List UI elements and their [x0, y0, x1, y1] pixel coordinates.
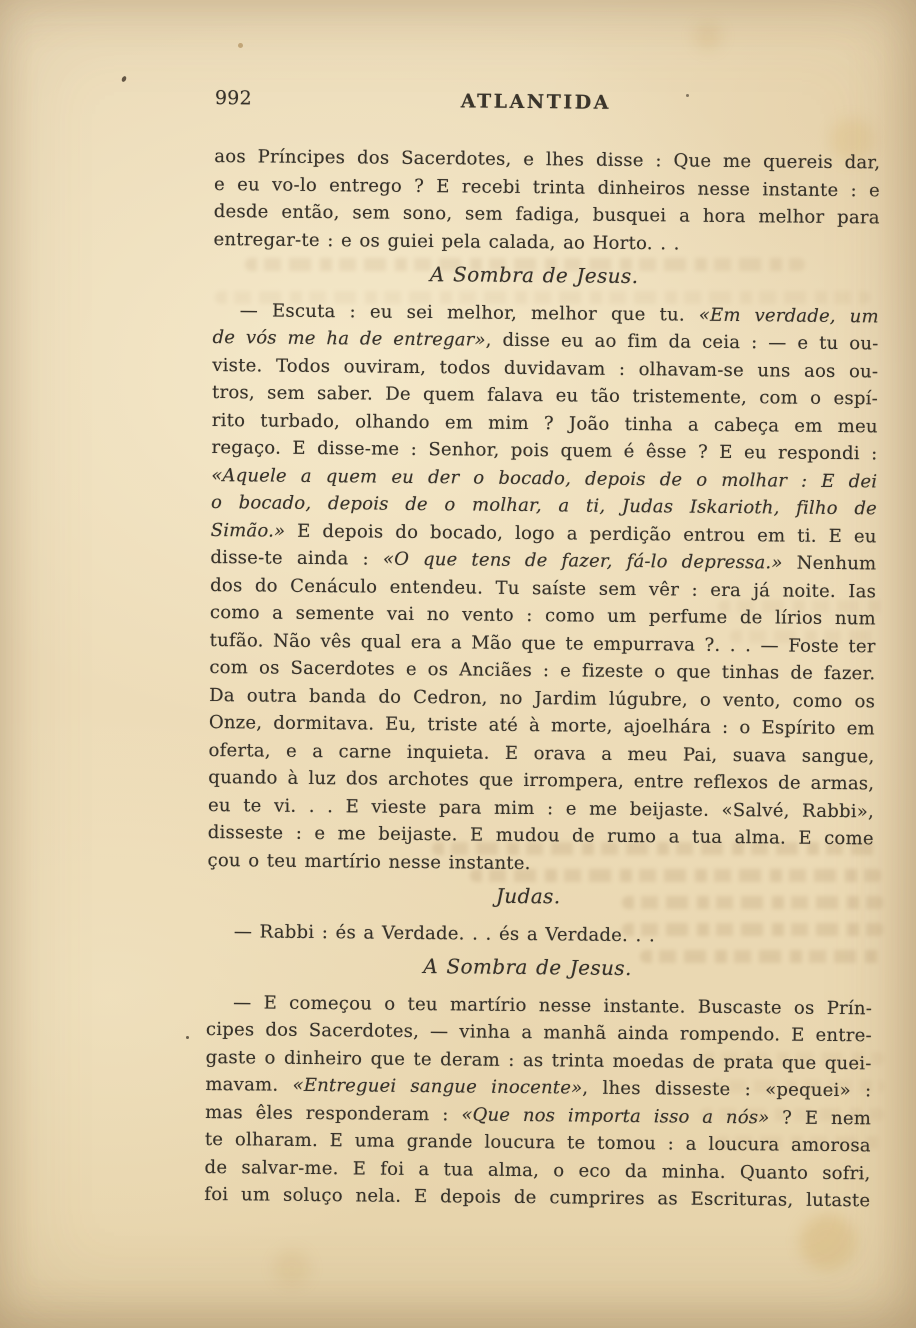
- text-line: com os Sacerdotes e os Anciães : e fizeste o que tinhas de fazer.: [209, 656, 876, 685]
- text-line: aos Príncipes dos Sacerdotes, e lhes disse : Que me quereis dar,: [214, 145, 881, 174]
- text-line: como a semente vai no vento : como um perfume de lírios num: [209, 601, 877, 630]
- paragraph: [207, 917, 873, 951]
- text-line: Da outra banda do Cedron, no Jardim lúgubre, o vento, como os: [209, 684, 876, 712]
- text-line: te olharam. E uma grande loucura te tomou : a loucura amorosa: [204, 1128, 871, 1157]
- page-header: [215, 85, 881, 117]
- section-heading: A Sombra de Jesus.: [423, 954, 632, 981]
- text-line: Simão.» E depois do bocado, logo a perdição entrou em ti. E eu: [210, 519, 877, 547]
- text-line: rito turbado, olhando em mim ? João tinha a cabeça em meu: [211, 409, 878, 437]
- speck-artifact: [186, 1036, 189, 1039]
- text-line: foi um soluço nela. E depois de cumprires as Escrituras, lutaste: [204, 1183, 871, 1212]
- text-line: «Aquele a quem eu der o bocado, depois de o molhar : E dei: [211, 464, 878, 492]
- running-title: ATLANTIDA: [460, 90, 611, 114]
- speck-artifact: [238, 43, 243, 48]
- text-line: desde então, sem sono, sem fadiga, busquei a hora melhor para: [213, 200, 880, 229]
- text-line: cipes dos Sacerdotes, — vinha a manhã ainda rompendo. E entre-: [205, 1018, 873, 1047]
- text-line: e eu vo-lo entrego ? E recebi trinta dinheiros nesse instante : e: [213, 173, 881, 201]
- text-line: çou o teu martírio nesse instante.: [207, 849, 531, 874]
- page-text: [204, 85, 881, 1215]
- text-line: o bocado, depois de o molhar, a ti, Judas Iskarioth, filho de: [210, 491, 878, 520]
- text-line: gaste o dinheiro que te deram : as trinta moedas de prata que quei-: [205, 1046, 872, 1074]
- section-heading: Judas.: [495, 883, 561, 909]
- text-line: mas êles responderam : «Que nos importa isso a nós» ? E nem: [205, 1101, 872, 1129]
- text-line: entregar-te : e os guiei pela calada, ao Horto. . .: [213, 228, 680, 254]
- page-number: 992: [214, 86, 252, 110]
- text-line: disseste : e me beijaste. E mudou de rumo a tua alma. E come: [207, 821, 874, 850]
- text-line: eu te vi. . . E vieste para mim : e me beijaste. «Salvé, Rabbi»,: [207, 794, 875, 822]
- text-line: tufão. Não vês qual era a Mão que te empurrava ?. . . — Foste ter: [209, 629, 876, 657]
- text-line: disse-te ainda : «O que tens de fazer, fá-lo depressa.» Nenhum: [210, 546, 877, 575]
- paragraph: [204, 988, 872, 1214]
- text-line: dos do Cenáculo entendeu. Tu saíste sem vêr : era já noite. Ias: [210, 574, 877, 602]
- text-line: tros, sem saber. De quem falava eu tão tristemente, com o espí-: [211, 381, 879, 410]
- stain-artifact: [800, 1214, 856, 1270]
- text-line: de vós me ha de entregar», disse eu ao fim da ceia : — e tu ou-: [212, 326, 879, 355]
- text-line: Onze, dormitava. Eu, triste até à morte, ajoelhára : o Espírito em: [208, 711, 875, 740]
- text-line: viste. Todos ouviram, todos duvidavam : olhavam-se uns aos ou-: [212, 354, 879, 382]
- section-heading: A Sombra de Jesus.: [429, 262, 639, 289]
- text-line: regaço. E disse-me : Senhor, pois quem é êsse ? E eu respondi :: [211, 436, 878, 465]
- stain-artifact: [274, 1250, 310, 1286]
- text-line: de salvar-me. E foi a tua alma, o eco da minha. Quanto sofri,: [204, 1156, 871, 1184]
- page-content: [204, 143, 880, 1215]
- speck-artifact: [121, 75, 127, 82]
- stain-artifact: [694, 22, 722, 50]
- text-line: mavam. «Entreguei sangue inocente», lhes disseste : «pequei» :: [205, 1073, 872, 1102]
- paragraph: [207, 296, 879, 880]
- text-line: — E começou o teu martírio nesse instante. Buscaste os Prín-: [233, 991, 873, 1019]
- text-line: oferta, e a carne inquieta. E orava a meu Pai, suava sangue,: [208, 739, 875, 767]
- text-line: — Escuta : eu sei melhor, melhor que tu. «Em verdade, um: [239, 299, 879, 327]
- paragraph: [213, 143, 880, 259]
- text-line: — Rabbi : és a Verdade. . . és a Verdade. . .: [233, 920, 656, 946]
- text-line: quando à luz dos archotes que irrompera, entre reflexos de armas,: [208, 766, 875, 795]
